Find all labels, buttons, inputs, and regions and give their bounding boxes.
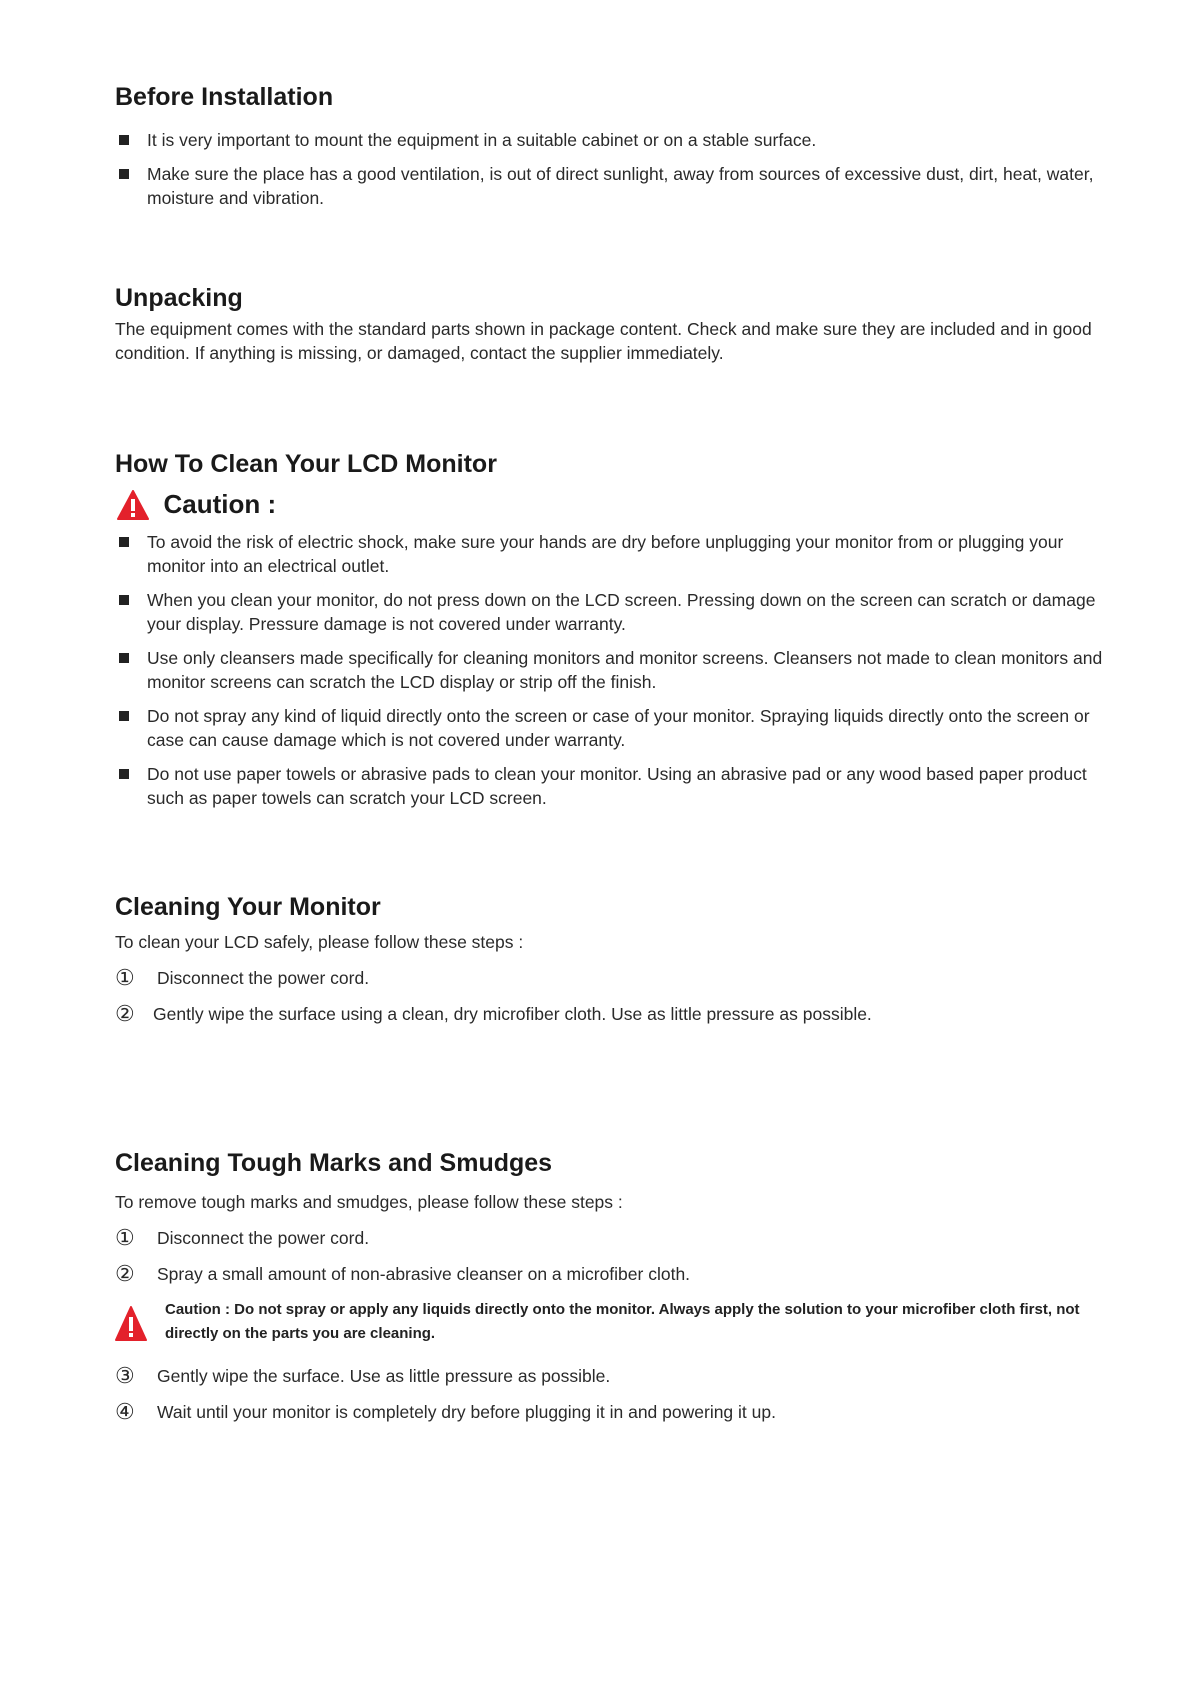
item-text: It is very important to mount the equipment in a suitable cabinet or on a stable surface. <box>147 130 817 150</box>
step-text: Disconnect the power cord. <box>157 1228 370 1248</box>
item-text: When you clean your monitor, do not press down on the LCD screen. Pressing down on the screen can scratch or damage your display. Pressure damage is not covered under warranty. <box>147 590 1096 634</box>
step-text: Disconnect the power cord. <box>157 968 370 988</box>
list-item <box>115 704 1105 752</box>
list-item <box>115 162 1105 210</box>
section-tough-marks <box>115 1148 1105 1424</box>
step <box>115 1002 1105 1026</box>
step-text: Spray a small amount of non-abrasive cleanser on a microfiber cloth. <box>157 1264 691 1284</box>
step <box>115 1400 1105 1424</box>
caution-heading <box>117 489 1105 520</box>
step-text: Wait until your monitor is completely dry before plugging it in and powering it up. <box>157 1402 776 1422</box>
list-item <box>115 530 1105 578</box>
warning-icon <box>115 1306 147 1342</box>
heading: Unpacking <box>115 284 243 312</box>
step-text: Gently wipe the surface using a clean, dry microfiber cloth. Use as little pressure as possible. <box>153 1004 872 1024</box>
section-cleaning-your-monitor <box>115 892 1105 1026</box>
section-before-installation <box>115 82 1105 210</box>
caution-label: Caution : <box>163 489 277 519</box>
bullet-icon <box>119 769 129 779</box>
bullet-icon <box>119 595 129 605</box>
bullet-icon <box>119 135 129 145</box>
intro: To clean your LCD safely, please follow these steps : <box>115 932 524 952</box>
section-unpacking <box>115 283 1105 365</box>
step <box>115 1226 1105 1250</box>
list-item <box>115 646 1105 694</box>
item-text: Make sure the place has a good ventilation, is out of direct sunlight, away from sources of excessive dust, dirt, heat, water, moisture and vibration. <box>147 164 1094 208</box>
step <box>115 1262 1105 1286</box>
warning-icon <box>117 490 149 520</box>
step <box>115 1364 1105 1388</box>
step-number-icon: ① <box>115 1225 135 1250</box>
list-item <box>115 128 1105 152</box>
intro: To remove tough marks and smudges, please follow these steps : <box>115 1192 623 1212</box>
item-text: To avoid the risk of electric shock, make sure your hands are dry before unplugging your monitor from or plugging your monitor into an electrical outlet. <box>147 532 1064 576</box>
step-number-icon: ④ <box>115 1399 135 1424</box>
step-number-icon: ① <box>115 965 135 990</box>
step-text: Gently wipe the surface. Use as little pressure as possible. <box>157 1366 611 1386</box>
step-number-icon: ③ <box>115 1363 135 1388</box>
heading: Cleaning Tough Marks and Smudges <box>115 1149 553 1177</box>
caution-text: Caution : Do not spray or apply any liquids directly onto the monitor. Always apply the solution to your microfiber cloth first, not directly on the parts you are cleaning. <box>165 1301 1080 1342</box>
section-how-to-clean <box>115 449 1105 810</box>
heading: How To Clean Your LCD Monitor <box>115 450 497 478</box>
bullet-icon <box>119 711 129 721</box>
caution-note <box>115 1298 1105 1346</box>
item-text: Do not use paper towels or abrasive pads to clean your monitor. Using an abrasive pad or any wood based paper product such as paper towels can scratch your LCD screen. <box>147 764 1087 808</box>
heading: Cleaning Your Monitor <box>115 893 381 921</box>
item-text: Use only cleansers made specifically for cleaning monitors and monitor screens. Cleansers not made to clean monitors and monitor screens can scratch the LCD display or strip off the finish. <box>147 648 1103 692</box>
list-item <box>115 588 1105 636</box>
paragraph: The equipment comes with the standard parts shown in package content. Check and make sure they are included and in good condition. If anything is missing, or damaged, contact the supplier immediately. <box>115 319 1092 363</box>
step-number-icon: ② <box>115 1261 135 1286</box>
bullet-icon <box>119 653 129 663</box>
step <box>115 966 1105 990</box>
item-text: Do not spray any kind of liquid directly onto the screen or case of your monitor. Spraying liquids directly onto the screen or case can cause damage which is not covered under warranty. <box>147 706 1090 750</box>
heading: Before Installation <box>115 83 334 111</box>
step-number-icon: ② <box>115 1001 135 1026</box>
bullet-icon <box>119 169 129 179</box>
list-item <box>115 762 1105 810</box>
bullet-icon <box>119 537 129 547</box>
